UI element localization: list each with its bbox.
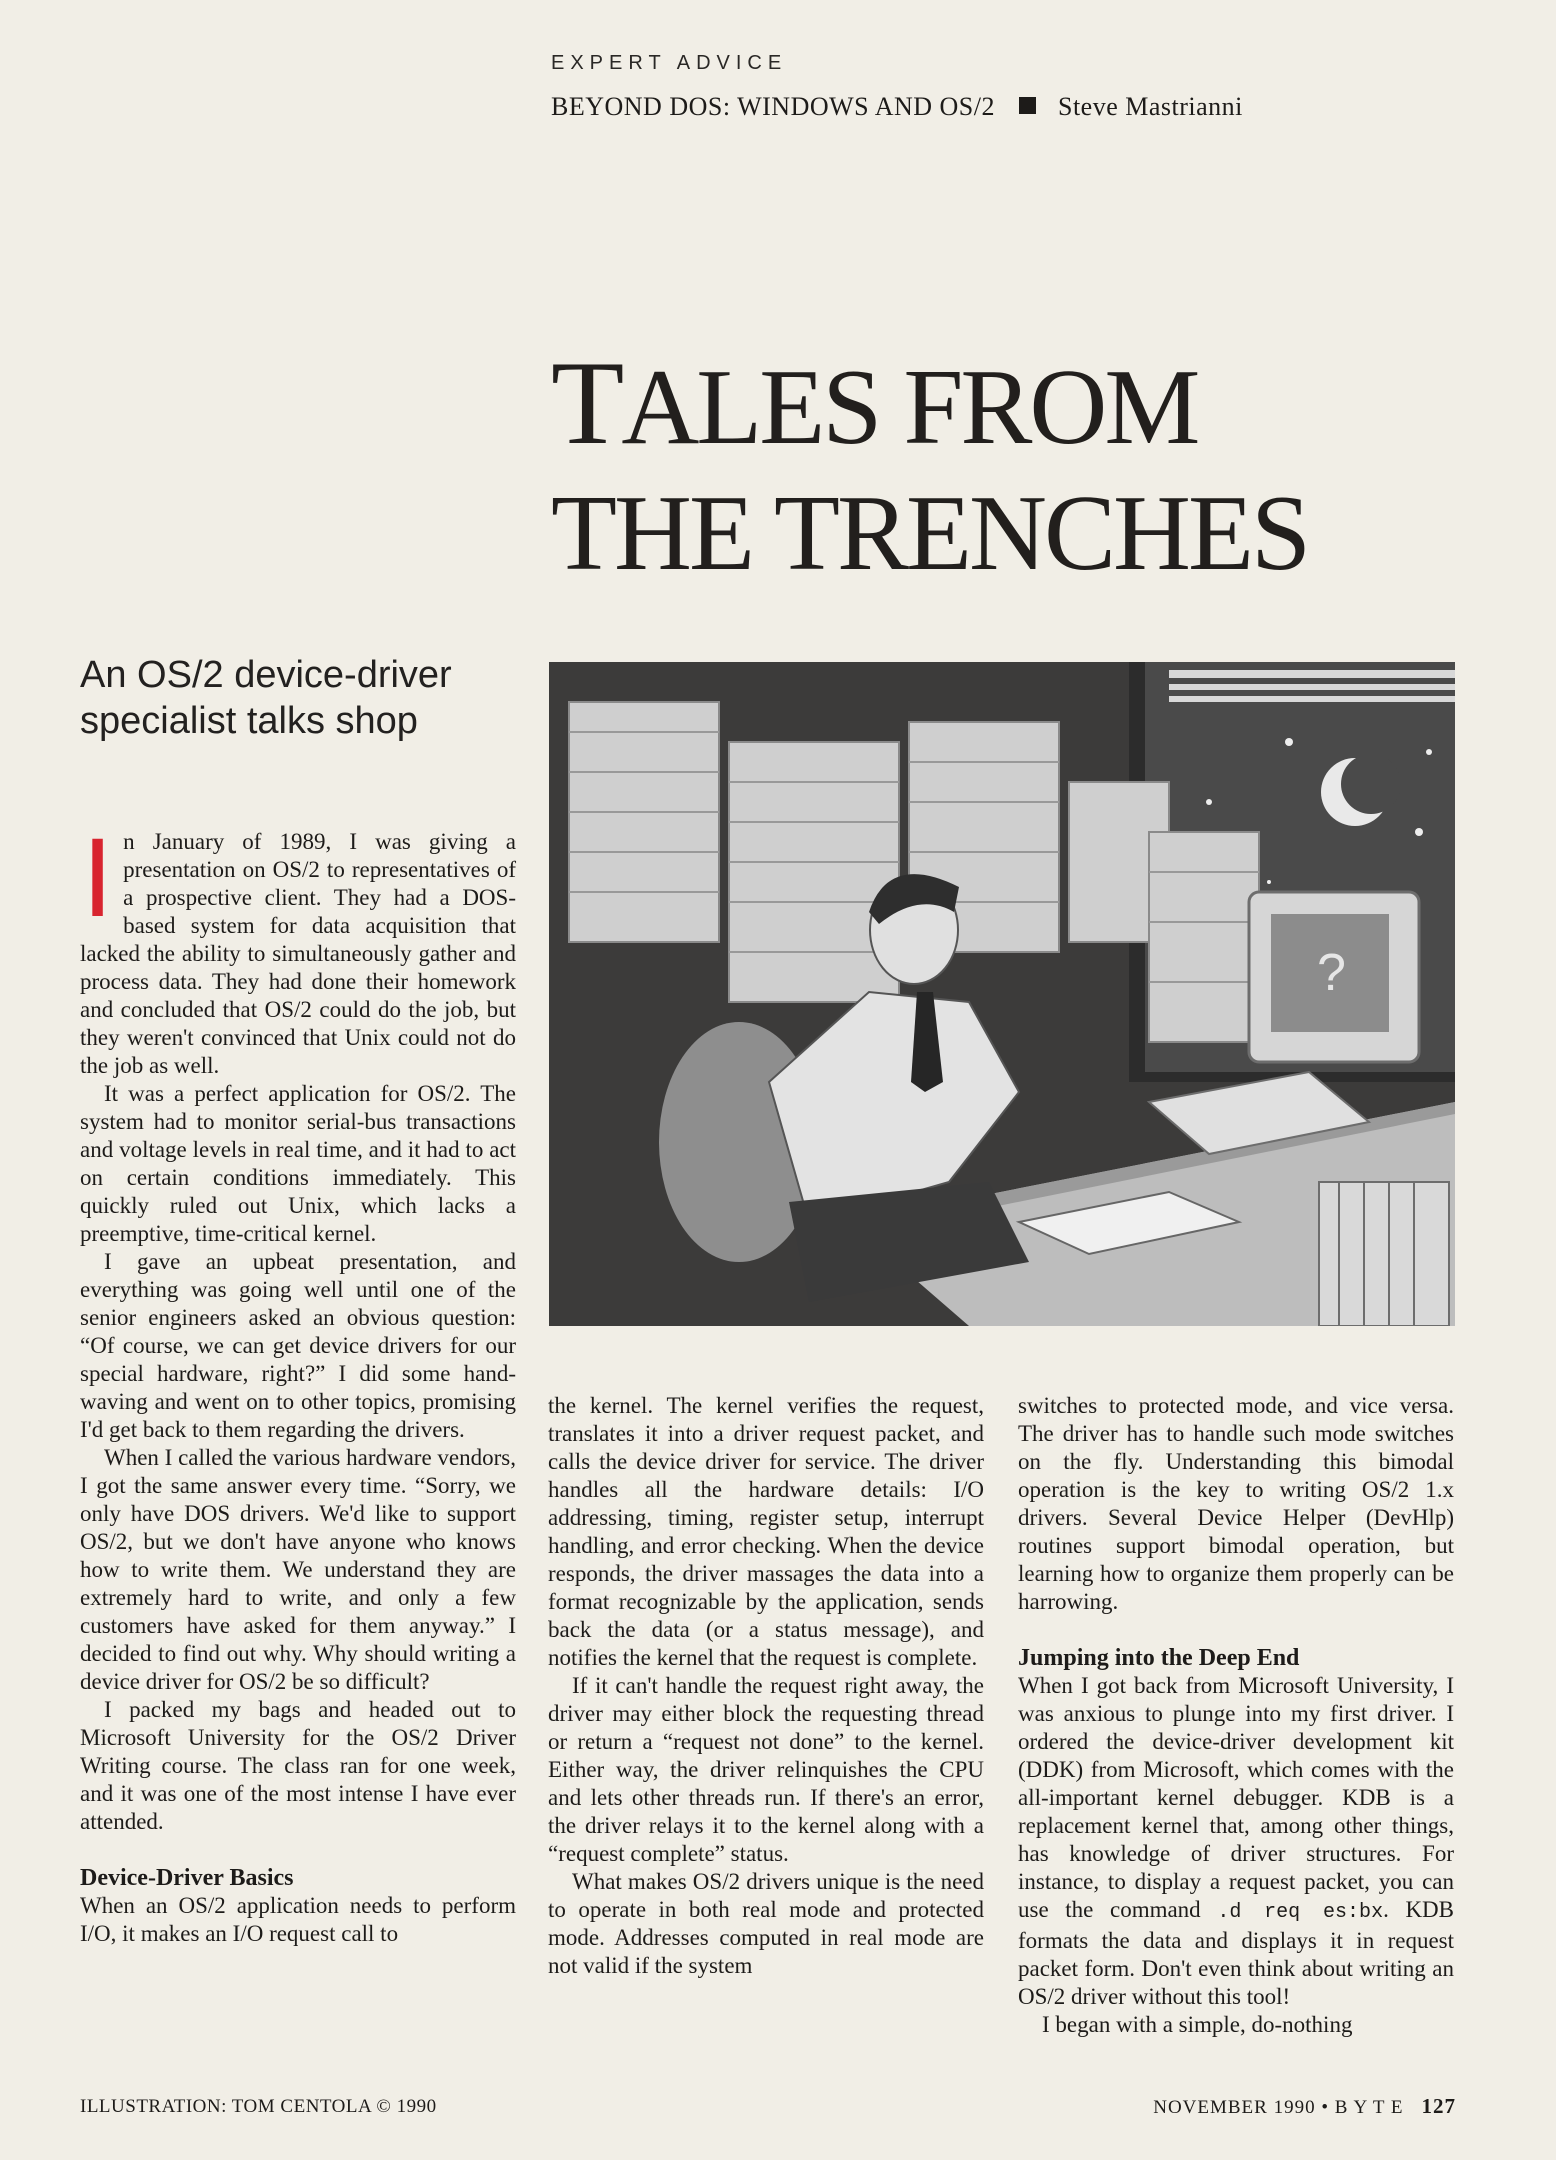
paragraph: When I called the various hardware vendors, I got the same answer every time. “Sorry, we only have DOS drivers. We'd like to support OS/2, but we don't have anyone who knows how to write them. We understand they are extremely hard to write, and only a few customers have asked for them anyway.” I decided to find out why. Why should writing a device driver for OS/2 be so difficult? [80, 1445, 516, 1694]
column-3 [1018, 1392, 1454, 2039]
article-title [551, 336, 1309, 597]
section-header [551, 92, 1243, 122]
section-kicker: EXPERT ADVICE [551, 52, 788, 74]
subheading: Device-Driver Basics [80, 1865, 294, 1891]
section-title: BEYOND DOS: WINDOWS AND OS/2 [551, 92, 995, 121]
paragraph: What makes OS/2 drivers unique is the need to operate in both real mode and protected mode. Addresses computed in real mode are not valid if the system [548, 1869, 984, 1978]
paragraph: I packed my bags and headed out to Microsoft University for the OS/2 Driver Writing course. The class ran for one week, and it was one of the most intense I have ever attended. [80, 1697, 516, 1834]
paragraph: I gave an upbeat presentation, and everything was going well until one of the senior engineers asked an obvious question: “Of course, we can get device drivers for our special hardware, right?” I did some hand-waving and went on to other topics, promising I'd get back to them regarding the drivers. [80, 1249, 516, 1442]
paragraph: n January of 1989, I was giving a presentation on OS/2 to representatives of a prospective client. They had a DOS-based system for data acquisition that lacked the ability to simultaneously gather and process data. They had done their homework and concluded that OS/2 could do the job, but they weren't convinced that Unix could not do the job as well. [80, 829, 516, 1078]
stressed-programmer-illustration [549, 662, 1455, 1326]
paragraph: switches to protected mode, and vice versa. The driver has to handle such mode switches on the fly. Understanding this bimodal operation is the key to writing OS/2 1.x drivers. Several Device Helper (DevHlp) routines support bimodal operation, but learning how to organize them properly can be harrowing. [1018, 1393, 1454, 1614]
issue-line: NOVEMBER 1990 • B Y T E [1153, 2097, 1404, 2118]
screen-question-mark: ? [1317, 944, 1346, 1002]
author-name: Steve Mastrianni [1057, 92, 1243, 121]
page-number: 127 [1421, 2094, 1456, 2118]
article-deck: An OS/2 device-driver specialist talks shop [80, 654, 452, 742]
column-1 [80, 815, 516, 1948]
paragraph: I began with a simple, do-nothing [1042, 2012, 1353, 2037]
title-line-2: THE TRENCHES [551, 474, 1309, 593]
paragraph: the kernel. The kernel verifies the request, translates it into a driver request packet, and calls the device driver for service. The driver handles all the hardware details: I/O addressing, timing, register setup, interrupt handling, and error checking. When the device responds, the driver massages the data into a format recognizable by the application, sends back the data (or a status message), and notifies the kernel that the request is complete. [548, 1393, 984, 1670]
drop-cap: I [82, 815, 114, 940]
paragraph: When an OS/2 application needs to perform I/O, it makes an I/O request call to [80, 1893, 516, 1946]
title-line-1: TALES FROM [551, 336, 1198, 469]
paragraph: When I got back from Microsoft University, I was anxious to plunge into my first driver. I ordered the device-driver development kit (DDK) from Microsoft, which comes with the all-important kernel debugger. KDB is a replacement kernel that, among other things, has knowledge of driver structures. For instance, to display a request packet, you can use the command .d req es:bx. KDB formats the data and displays it in request packet form. Don't even think about writing an OS/2 driver without this tool! [1018, 1673, 1455, 2009]
illustration-credit: ILLUSTRATION: TOM CENTOLA © 1990 [80, 2096, 437, 2117]
column-2 [548, 1392, 984, 1980]
subheading: Jumping into the Deep End [1018, 1645, 1300, 1671]
square-bullet-icon [1019, 97, 1036, 114]
page-footer [1153, 2094, 1456, 2119]
paragraph: It was a perfect application for OS/2. The system had to monitor serial-bus transactions and voltage levels in real time, and it had to act on certain conditions immediately. This quickly ruled out Unix, which lacks a preemptive, time-critical kernel. [80, 1081, 516, 1246]
paragraph: If it can't handle the request right away, the driver may either block the requesting thread or return a “request not done” to the kernel. Either way, the driver relinquishes the CPU and lets other threads run. If there's an error, the driver relays it to the kernel along with a “request complete” status. [548, 1673, 984, 1866]
command-code: .d req es:bx [1217, 1901, 1384, 1924]
